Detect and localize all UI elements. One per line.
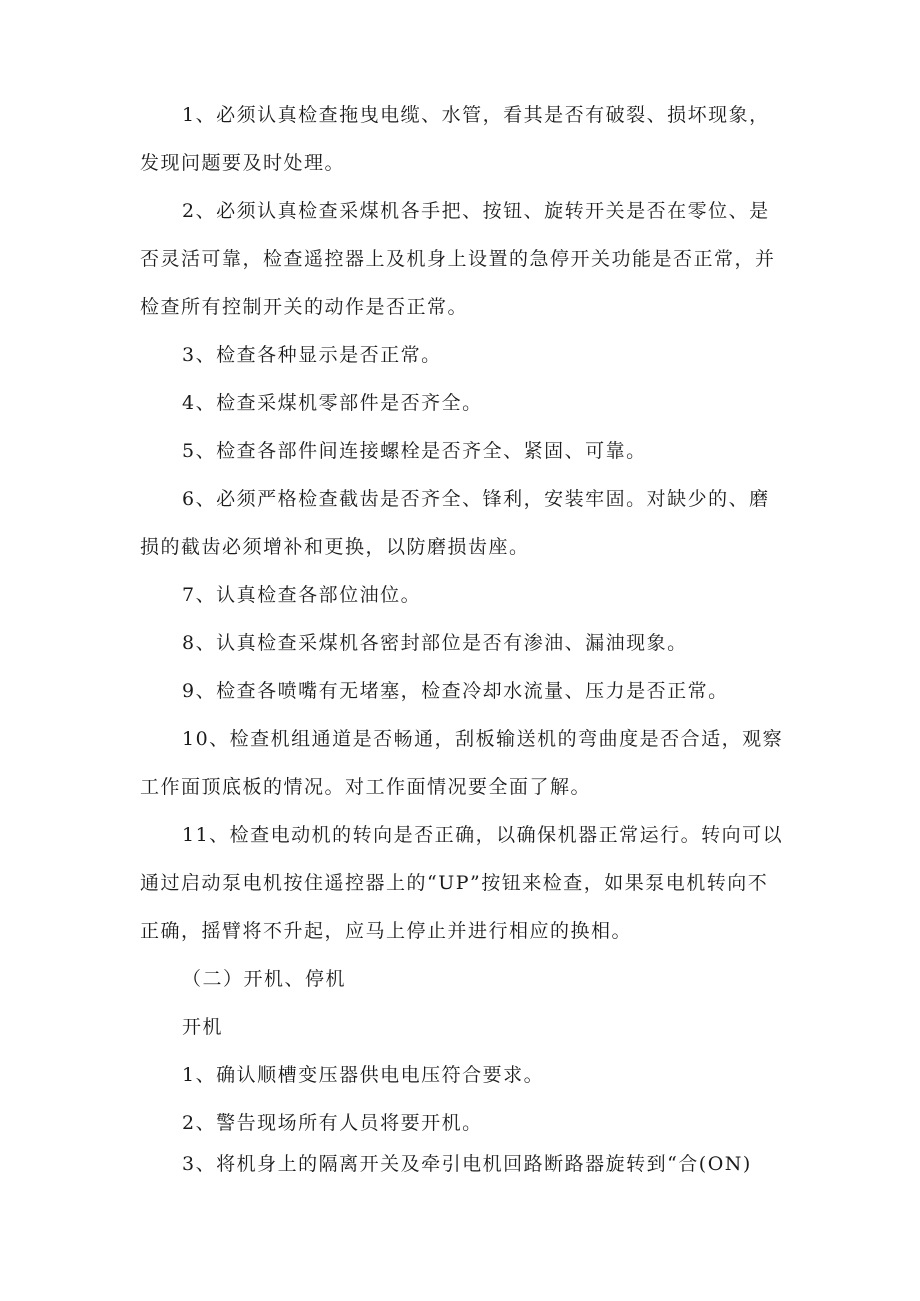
start-step-2: 2、警告现场所有人员将要开机。 [182,1112,483,1134]
inspection-item-7: 7、认真检查各部位油位。 [182,584,422,606]
inspection-item-11: 11、检查电动机的转向是否正确，以确保机器正常运行。转向可以通过启动泵电机按住遥控器上的“UP”按钮来检查，如果泵电机转向不正确，摇臂将不升起，应马上停止并进行相应的换相。 [140,824,784,942]
inspection-item-9: 9、检查各喷嘴有无堵塞，检查冷却水流量、压力是否正常。 [182,680,729,702]
inspection-item-6: 6、必须严格检查截齿是否齐全、锋利，安装牢固。对缺少的、磨损的截齿必须增补和更换，以防磨损齿座。 [140,488,770,558]
start-step-1: 1、确认顺槽变压器供电电压符合要求。 [182,1064,545,1086]
start-step-3: 3、将机身上的隔离开关及牵引电机回路断路器旋转到“合(ON) [182,1153,752,1175]
inspection-item-1: 1、必须认真检查拖曳电缆、水管，看其是否有破裂、损坏现象，发现问题要及时处理。 [140,104,770,174]
inspection-item-4: 4、检查采煤机零部件是否齐全。 [182,392,483,414]
section-heading: （二）开机、停机 [182,968,347,990]
inspection-item-5: 5、检查各部件间连接螺栓是否齐全、紧固、可靠。 [182,440,647,462]
inspection-item-10: 10、检查机组通道是否畅通，刮板输送机的弯曲度是否合适，观察工作面顶底板的情况。对工作面情况要全面了解。 [140,728,784,798]
inspection-item-2: 2、必须认真检查采煤机各手把、按钮、旋转开关是否在零位、是否灵活可靠，检查遥控器上及机身上设置的急停开关功能是否正常，并检查所有控制开关的动作是否正常。 [140,200,776,318]
inspection-item-3: 3、检查各种显示是否正常。 [182,344,442,366]
subsection-heading: 开机 [182,1016,224,1038]
inspection-item-8: 8、认真检查采煤机各密封部位是否有渗油、漏油现象。 [182,632,688,654]
